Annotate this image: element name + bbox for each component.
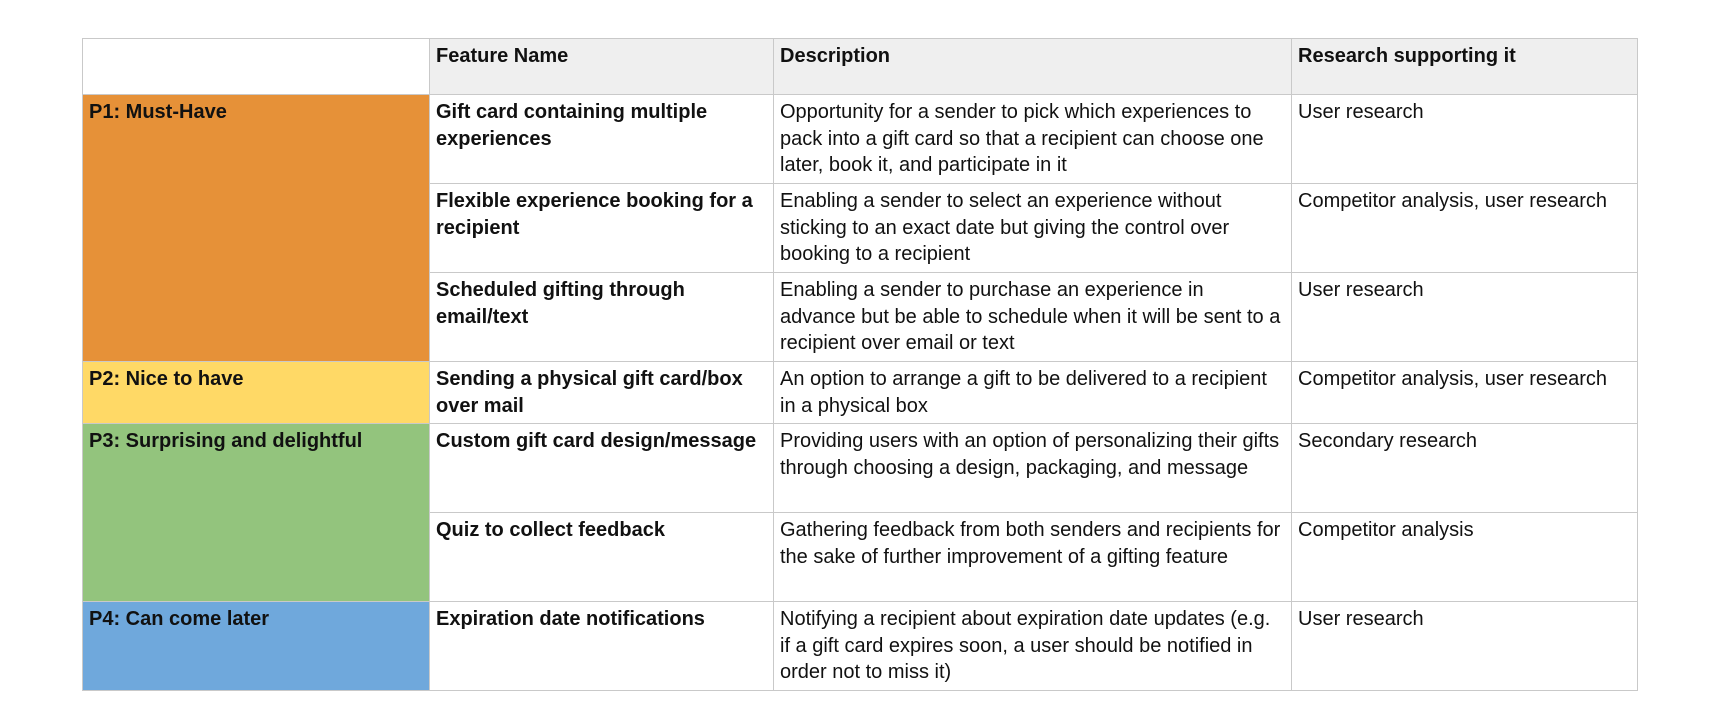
feature-name-cell: Quiz to collect feedback (430, 513, 774, 602)
header-corner-cell (83, 39, 430, 95)
description-cell: Opportunity for a sender to pick which experiences to pack into a gift card so that a recipient can choose one later, book it, and participate in it (774, 95, 1292, 184)
table-row (83, 602, 1638, 691)
header-feature-name: Feature Name (430, 39, 774, 95)
description-cell: An option to arrange a gift to be delivered to a recipient in a physical box (774, 362, 1292, 424)
feature-name-cell: Sending a physical gift card/box over mail (430, 362, 774, 424)
research-cell: User research (1292, 273, 1638, 362)
header-research: Research supporting it (1292, 39, 1638, 95)
research-cell: User research (1292, 602, 1638, 691)
research-cell: Competitor analysis, user research (1292, 362, 1638, 424)
feature-priority-table (82, 38, 1638, 691)
priority-p3-cell: P3: Surprising and delightful (83, 424, 430, 602)
description-cell: Enabling a sender to purchase an experience in advance but be able to schedule when it will be sent to a recipient over email or text (774, 273, 1292, 362)
feature-name-cell: Flexible experience booking for a recipient (430, 184, 774, 273)
research-cell: Competitor analysis (1292, 513, 1638, 602)
research-cell: User research (1292, 95, 1638, 184)
description-cell: Gathering feedback from both senders and recipients for the sake of further improvement of a gifting feature (774, 513, 1292, 602)
table-row (83, 95, 1638, 184)
feature-name-cell: Custom gift card design/message (430, 424, 774, 513)
description-cell: Notifying a recipient about expiration date updates (e.g. if a gift card expires soon, a user should be notified in order not to miss it) (774, 602, 1292, 691)
description-cell: Enabling a sender to select an experience without sticking to an exact date but giving the control over booking to a recipient (774, 184, 1292, 273)
priority-p1-cell: P1: Must-Have (83, 95, 430, 362)
description-cell: Providing users with an option of personalizing their gifts through choosing a design, packaging, and message (774, 424, 1292, 513)
feature-name-cell: Scheduled gifting through email/text (430, 273, 774, 362)
table-row (83, 424, 1638, 513)
table-header-row (83, 39, 1638, 95)
table-row (83, 362, 1638, 424)
research-cell: Competitor analysis, user research (1292, 184, 1638, 273)
priority-p4-cell: P4: Can come later (83, 602, 430, 691)
feature-name-cell: Expiration date notifications (430, 602, 774, 691)
priority-p2-cell: P2: Nice to have (83, 362, 430, 424)
feature-name-cell: Gift card containing multiple experiences (430, 95, 774, 184)
header-description: Description (774, 39, 1292, 95)
research-cell: Secondary research (1292, 424, 1638, 513)
